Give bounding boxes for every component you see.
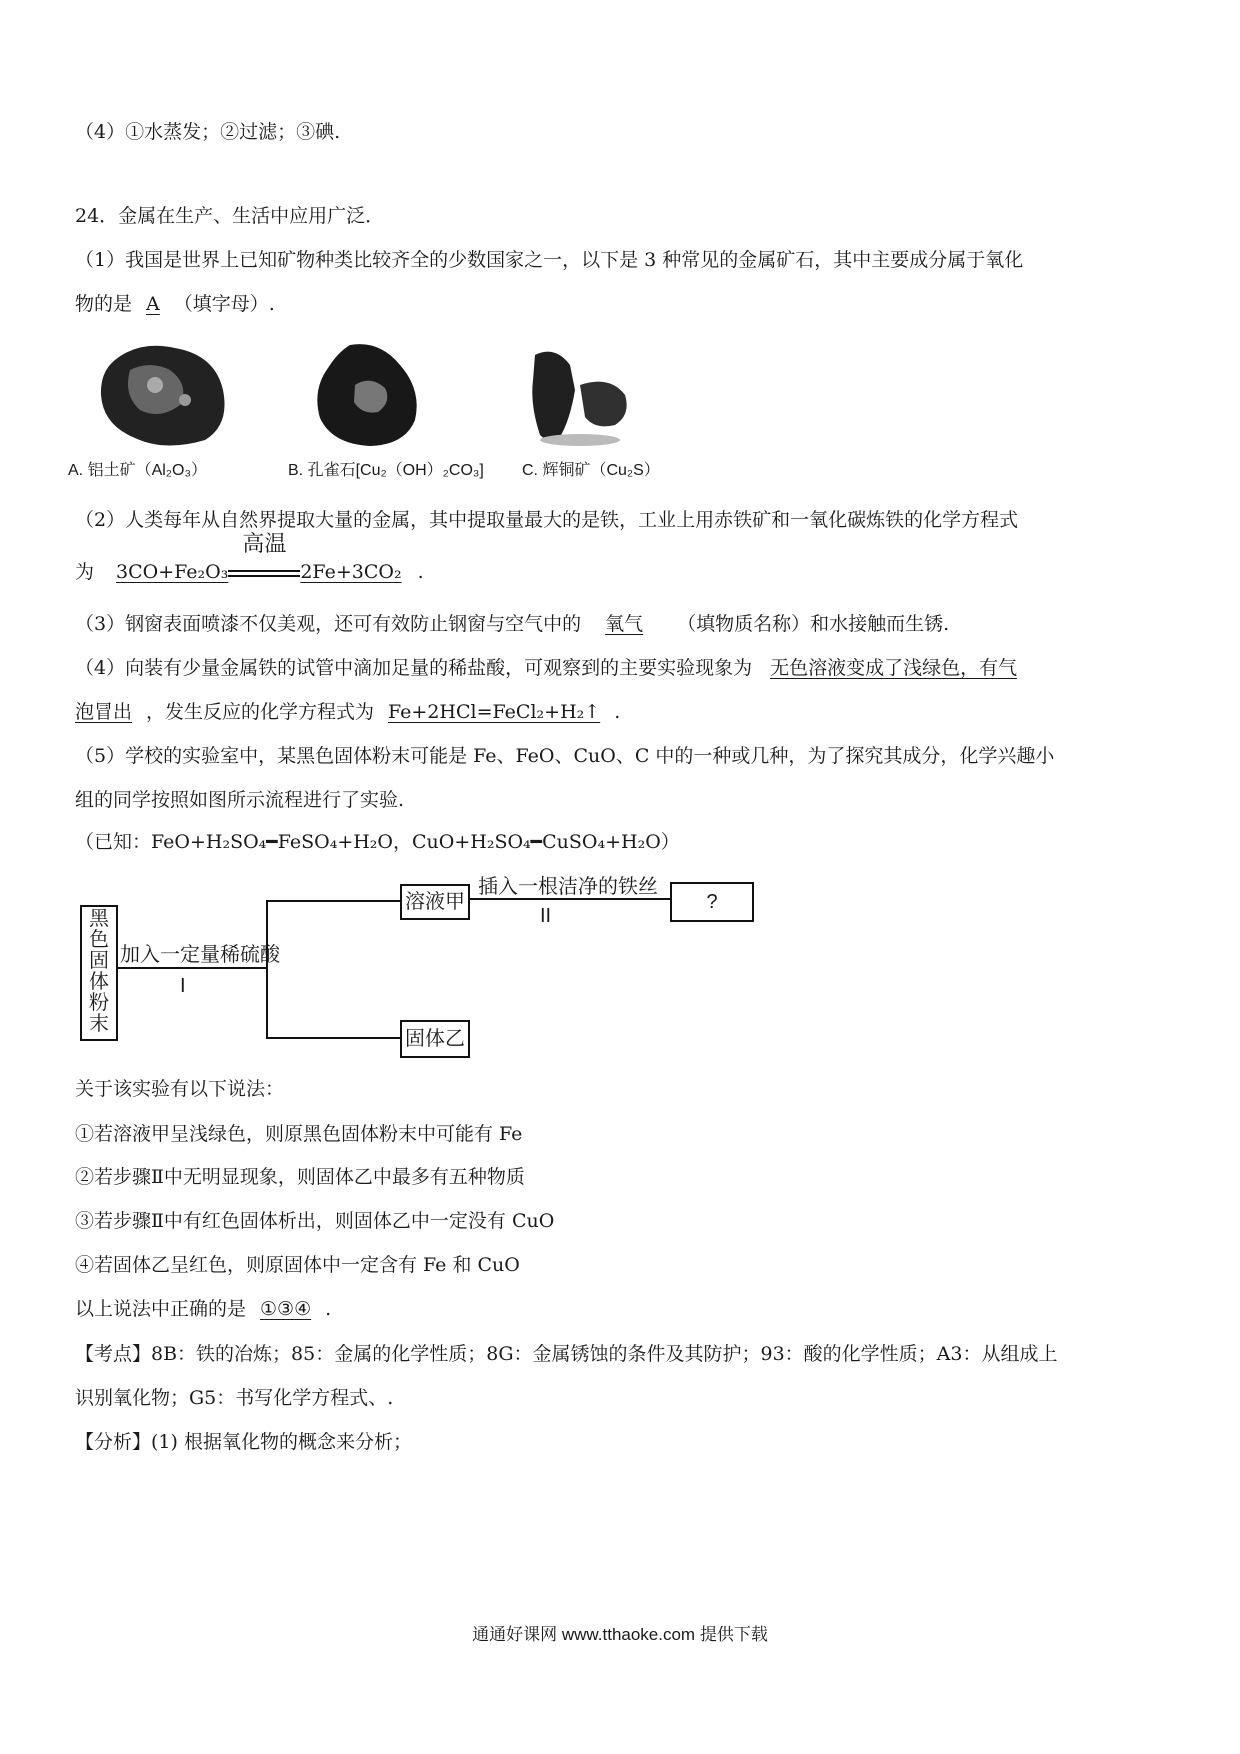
statement-3: ③若步骤Ⅱ中有红色固体析出，则固体乙中一定没有 CuO (75, 1210, 555, 1232)
about-statements: 关于该实验有以下说法： (75, 1078, 285, 1100)
q2-line-a: （2）人类每年从自然界提取大量的金属，其中提取量最大的是铁，工业上用赤铁矿和一氧化碳炼铁的化学方程式 (75, 509, 1019, 531)
flow-solid-box: 固体乙 (400, 1020, 470, 1058)
q2-line-b (75, 531, 424, 586)
statement-2: ②若步骤Ⅱ中无明显现象，则固体乙中最多有五种物质 (75, 1166, 525, 1188)
known-equations: （已知：FeO+H₂SO₄━FeSO₄+H₂O，CuO+H₂SO₄━CuSO₄+H₂O） (75, 831, 680, 853)
kaodian-line-b: 识别氧化物；G5：书写化学方程式、. (75, 1387, 394, 1409)
correct-answer: ①③④ (260, 1298, 312, 1320)
q2-reaction-arrow (228, 531, 300, 586)
q2-prefix: 为 (75, 561, 95, 583)
question-24-title: 24．金属在生产、生活中应用广泛． (75, 205, 385, 227)
page-footer: 通通好课网 www.tthaoke.com 提供下载 (472, 1625, 768, 1644)
q1-line-a: （1）我国是世界上已知矿物种类比较齐全的少数国家之一，以下是 3 种常见的金属矿石，其中主要成分属于氧化 (75, 249, 1024, 271)
analysis-line: 【分析】(1) 根据氧化物的概念来分析； (75, 1431, 412, 1453)
ore-a-caption: A. 铝土矿（Al₂O₃） (68, 462, 207, 479)
q4-equation: Fe+2HCl=FeCl₂+H₂↑ (388, 701, 601, 723)
q4-answer-b: 泡冒出 (75, 701, 133, 723)
q5-line-a: （5）学校的实验室中，某黑色固体粉末可能是 Fe、FeO、CuO、C 中的一种或几种，为了探究其成分，化学兴趣小 (75, 745, 1055, 767)
prev-answer-line: （4）①水蒸发；②过滤；③碘. (75, 121, 341, 143)
q3-line (75, 610, 949, 638)
q4-middle: ，发生反应的化学方程式为 (146, 701, 375, 723)
ore-c-image (525, 345, 635, 450)
q4-line-a (75, 654, 1017, 682)
flow-branch-line (266, 900, 268, 1038)
q3-prefix: （3）钢窗表面喷漆不仅美观，还可有效防止钢窗与空气中的 (75, 613, 582, 635)
correct-suffix: . (325, 1298, 332, 1320)
flow-step1-label: 加入一定量稀硫酸 (120, 944, 280, 966)
q3-answer: 氧气 (605, 613, 644, 635)
q1-answer: A (146, 293, 160, 315)
q2-answer (94, 531, 418, 583)
q4-prefix: （4）向装有少量金属铁的试管中滴加足量的稀盐酸，可观察到的主要实验现象为 (75, 657, 753, 679)
flow-line-bottom (266, 1037, 400, 1039)
q5-line-b: 组的同学按照如图所示流程进行了实验. (75, 789, 405, 811)
q1-line-b (75, 290, 275, 318)
flow-step1-number: I (180, 975, 186, 997)
flow-line-1 (118, 967, 266, 969)
q1-prefix: 物的是 (75, 293, 133, 315)
correct-prefix: 以上说法中正确的是 (75, 1298, 247, 1320)
ore-c-caption: C. 辉铜矿（Cu₂S） (522, 462, 660, 479)
q1-suffix: （填字母）. (173, 293, 275, 315)
q4-answer-a: 无色溶液变成了浅绿色，有气 (770, 657, 1018, 679)
flow-result-box: ? (670, 882, 754, 922)
ore-b-caption: B. 孔雀石[Cu₂（OH）₂CO₃] (288, 462, 484, 479)
flow-line-top (266, 900, 400, 902)
q2-condition: 高温 (242, 531, 287, 556)
q2-reactants: 3CO+Fe₂O₃ (116, 561, 229, 583)
q4-line-b (75, 698, 620, 726)
flow-start-box: 黑色固体粉末 (80, 905, 118, 1041)
flow-solution-box: 溶液甲 (400, 884, 470, 920)
flow-step2-number: II (540, 905, 552, 927)
flow-step2-label: 插入一根洁净的铁丝 (478, 876, 658, 898)
q4-suffix: . (614, 701, 621, 723)
ore-a-image (95, 340, 235, 450)
q2-products: 2Fe+3CO₂ (300, 561, 402, 583)
statement-1: ①若溶液甲呈浅绿色，则原黑色固体粉末中可能有 Fe (75, 1123, 523, 1145)
q2-suffix: . (417, 561, 424, 583)
statement-4: ④若固体乙呈红色，则原固体中一定含有 Fe 和 CuO (75, 1254, 520, 1276)
q3-suffix: （填物质名称）和水接触而生锈. (677, 613, 950, 635)
ore-b-image (310, 340, 430, 450)
kaodian-line-a: 【考点】8B：铁的冶炼；85：金属的化学性质；8G：金属锈蚀的条件及其防护；93：酸的化学性质；A3：从组成上 (75, 1343, 1058, 1365)
correct-answer-line (75, 1295, 331, 1323)
